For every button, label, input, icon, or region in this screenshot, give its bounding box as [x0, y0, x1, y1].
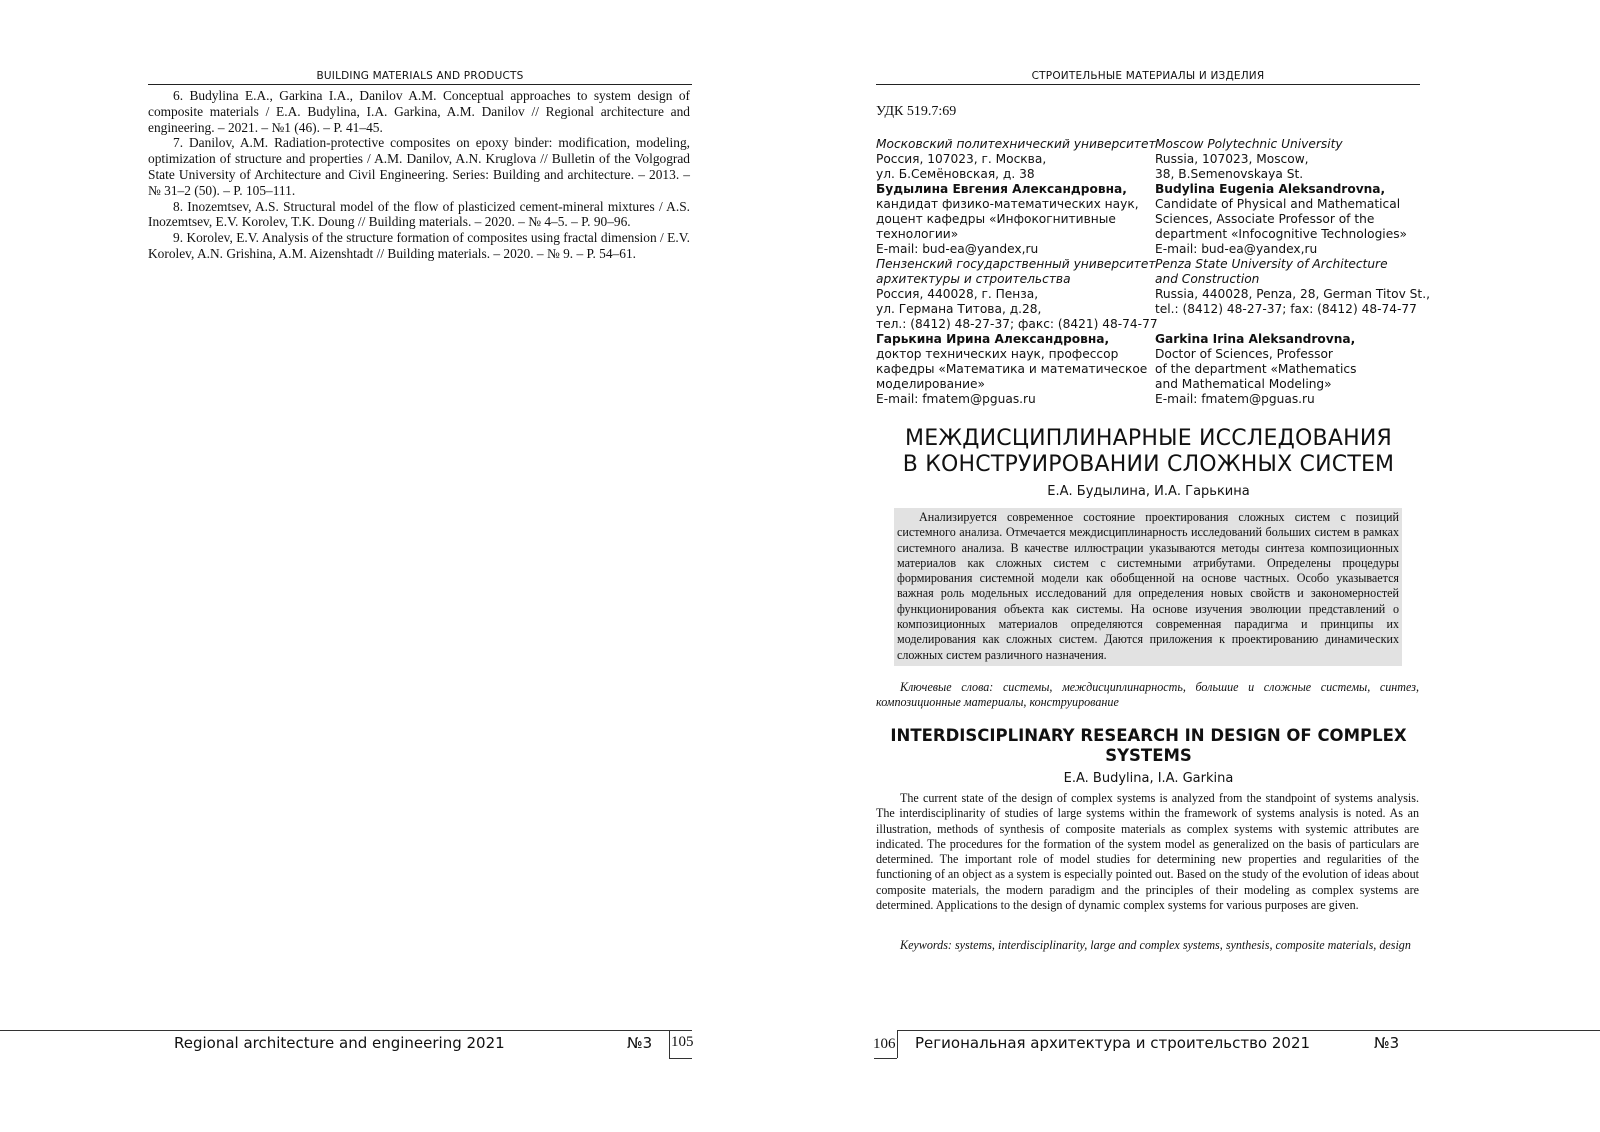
- author-name: Garkina Irina Aleksandrovna,: [1155, 332, 1356, 346]
- author-name: Budylina Eugenia Aleksandrovna,: [1155, 182, 1386, 196]
- author-email: E-mail: fmatem@pguas.ru: [876, 392, 1036, 406]
- org-name: and Construction: [1155, 272, 1260, 286]
- abstract-ru: [894, 508, 1402, 666]
- title-line: SYSTEMS: [1105, 746, 1192, 765]
- abstract-en: [876, 791, 1419, 913]
- author-email: E-mail: bud-ea@yandex,ru: [1155, 242, 1318, 256]
- left-page-number-divider: [669, 1030, 670, 1058]
- address-line: tel.: (8412) 48-27-37; fax: (8412) 48-74-77: [1155, 302, 1417, 316]
- abstract-text: The current state of the design of complex systems is analyzed from the standpoint of systems analysis. The interdisciplinarity of studies of large systems within the framework of systems analysis is noted. As an illustration, methods of synthesis of composite materials as complex systems with systemic attributes are indicated. The procedures for the formation of the system model as generalized on the basis of particulars are determined. The important role of model studies for determining new properties and regularities of the functioning of an object as a system is especially pointed out. Based on the study of the evolution of ideas about composite materials, the modern paradigm and the principles of their modeling as complex systems are determined. Applications to the design of dynamic complex systems for various purposes are given.: [876, 791, 1419, 913]
- title-line: В КОНСТРУИРОВАНИИ СЛОЖНЫХ СИСТЕМ: [902, 452, 1395, 477]
- reference-item: 6. Budylina E.A., Garkina I.A., Danilov A.M. Conceptual approaches to system design of composite materials / E.A. Budylina, I.A. Garkina, A.M. Danilov // Regional architecture and engineering. – 2021. – №1 (46). – P. 41–45.: [148, 88, 690, 135]
- right-footer-journal: Региональная архитектура и строительство 2021: [915, 1034, 1311, 1052]
- author-name: Гарькина Ирина Александровна,: [876, 332, 1110, 346]
- keywords-en: [876, 938, 1419, 953]
- author-info: моделирование»: [876, 377, 985, 391]
- author-email: E-mail: fmatem@pguas.ru: [1155, 392, 1315, 406]
- right-page-number-bottom: [874, 1058, 897, 1059]
- article-title-ru: [876, 426, 1421, 478]
- authors-en: E.A. Budylina, I.A. Garkina: [1063, 771, 1234, 786]
- author-info: Candidate of Physical and Mathematical: [1155, 197, 1401, 211]
- address-line: тел.: (8412) 48-27-37; факс: (8421) 48-74-77: [876, 317, 1158, 331]
- left-footer-rule: [0, 1030, 692, 1031]
- address-line: Russia, 440028, Penza, 28, German Titov St.,: [1155, 287, 1430, 301]
- affiliation-ru: [876, 137, 1158, 407]
- left-running-header: BUILDING MATERIALS AND PRODUCTS: [316, 70, 524, 82]
- author-info: доктор технических наук, профессор: [876, 347, 1119, 361]
- org-name: Московский политехнический университет: [876, 137, 1156, 151]
- address-line: ул. Б.Семёновская, д. 38: [876, 167, 1035, 181]
- right-running-header: СТРОИТЕЛЬНЫЕ МАТЕРИАЛЫ И ИЗДЕЛИЯ: [1031, 70, 1265, 82]
- title-line: INTERDISCIPLINARY RESEARCH IN DESIGN OF COMPLEX: [890, 726, 1407, 745]
- author-info: department «Infocognitive Technologies»: [1155, 227, 1407, 241]
- address-line: Россия, 107023, г. Москва,: [876, 152, 1047, 166]
- author-info: Doctor of Sciences, Professor: [1155, 347, 1333, 361]
- spacer: [1155, 317, 1430, 332]
- reference-item: 8. Inozemtsev, A.S. Structural model of the flow of plasticized cement-mineral mixtures / A.S. Inozemtsev, E.V. Korolev, T.K. Doung // Building materials. – 2020. – № 4–5. – P. 90–96.: [148, 198, 690, 230]
- right-footer-rule: [897, 1030, 1600, 1031]
- address-line: Russia, 107023, Moscow,: [1155, 152, 1309, 166]
- left-footer-issue: №3: [627, 1034, 653, 1052]
- author-info: кафедры «Математика и математическое: [876, 362, 1148, 376]
- author-info: of the department «Mathematics: [1155, 362, 1357, 376]
- article-title-en: [876, 726, 1421, 766]
- address-line: Россия, 440028, г. Пенза,: [876, 287, 1039, 301]
- keywords-ru: [876, 680, 1419, 711]
- right-page-number: 106: [873, 1036, 896, 1052]
- left-footer-journal: Regional architecture and engineering 2021: [174, 1034, 505, 1052]
- author-info: кандидат физико-математических наук,: [876, 197, 1139, 211]
- title-line: МЕЖДИСЦИПЛИНАРНЫЕ ИССЛЕДОВАНИЯ: [905, 426, 1392, 451]
- org-name: архитектуры и строительства: [876, 272, 1071, 286]
- author-info: доцент кафедры «Инфокогнитивные: [876, 212, 1116, 226]
- org-name: Penza State University of Architecture: [1155, 257, 1388, 271]
- right-header-rule: [876, 84, 1420, 85]
- right-footer-issue: №3: [1374, 1034, 1400, 1052]
- authors-ru: Е.А. Будылина, И.А. Гарькина: [1047, 484, 1250, 499]
- keywords-text: Keywords: systems, interdisciplinarity, large and complex systems, synthesis, composite materials, design: [900, 938, 1411, 952]
- address-line: 38, B.Semenovskaya St.: [1155, 167, 1304, 181]
- reference-list: [148, 88, 690, 262]
- reference-item: 7. Danilov, A.M. Radiation-protective composites on epoxy binder: modification, modeling, optimization of structure and properties / A.M. Danilov, A.N. Kruglova // Bulletin of the Volgograd State University of Architecture and Civil Engineering. Series: Building and architecture. – 2013. – № 31–2 (50). – P. 105–111.: [148, 135, 690, 198]
- author-info: Sciences, Associate Professor of the: [1155, 212, 1375, 226]
- author-name: Будылина Евгения Александровна,: [876, 182, 1127, 196]
- reference-item: 9. Korolev, E.V. Analysis of the structure formation of composites using fractal dimension / E.V. Korolev, A.N. Grishina, A.M. Aizenshtadt // Building materials. – 2020. – № 9. – P. 54–61.: [148, 230, 690, 261]
- left-page-number: 105: [671, 1034, 694, 1050]
- org-name: Пензенский государственный университет: [876, 257, 1156, 271]
- address-line: ул. Германа Титова, д.28,: [876, 302, 1042, 316]
- keywords-text: Ключевые слова: системы, междисциплинарность, большие и сложные системы, синтез, композиционные материалы, конструирование: [876, 680, 1419, 710]
- right-page-number-divider: [897, 1030, 898, 1058]
- left-page-number-bottom: [669, 1058, 692, 1059]
- author-info: технологии»: [876, 227, 959, 241]
- left-header-rule: [148, 84, 692, 85]
- abstract-text: Анализируется современное состояние проектирования сложных систем с позиций системного анализа. Отмечается междисциплинарность исследований больших систем в рамках системного анализа. В качестве иллюстрации указываются методы синтеза композиционных материалов как сложных систем с системными атрибутами. Определены процедуры формирования системной модели как обобщенной на основе частных. Особо указывается важная роль модельных исследований для определения новых свойств и закономерностей функционирования объекта как системы. На основе изучения эволюции представлений о композиционных материалов определяются современная парадигма и принципы их моделирования как сложных систем. Даются приложения к проектированию динамических сложных систем различного назначения.: [897, 510, 1399, 662]
- author-info: and Mathematical Modeling»: [1155, 377, 1332, 391]
- org-name: Moscow Polytechnic University: [1155, 137, 1343, 151]
- affiliation-en: [1155, 137, 1430, 407]
- udc-code: УДК 519.7:69: [876, 104, 957, 119]
- author-email: E-mail: bud-ea@yandex,ru: [876, 242, 1039, 256]
